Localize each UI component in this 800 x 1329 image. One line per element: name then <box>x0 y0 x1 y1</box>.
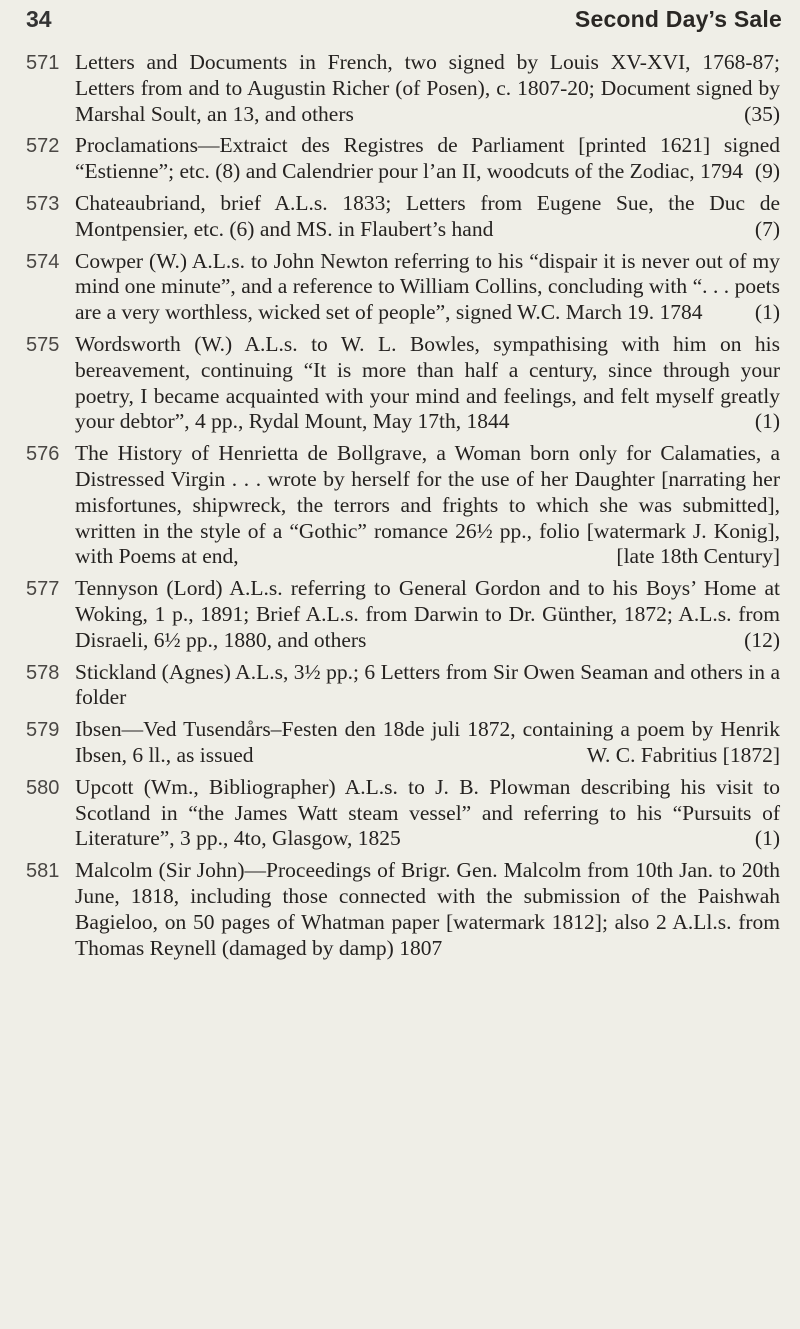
lot-text: Upcott (Wm., Bibliographer) A.L.s. to J. B. Plowman describing his visit to Scotland in “the James Watt steam vessel” and referring to his “Pursuits of Literature”, 3 pp., 4to, Glasgow, 1825 <box>75 774 780 851</box>
lot-entry <box>26 191 780 243</box>
lot-quantity: (1) <box>754 300 780 325</box>
lot-number: 576 <box>26 443 60 466</box>
lot-description <box>75 133 780 185</box>
lot-entry <box>26 441 780 570</box>
lot-quantity: (35) <box>744 101 780 126</box>
page-header <box>26 6 782 36</box>
lot-description <box>75 50 780 127</box>
lot-quantity: (7) <box>754 216 780 241</box>
sale-title: Second Day’s Sale <box>574 6 782 32</box>
lot-number: 574 <box>26 250 60 273</box>
lot-text: Proclamations—Extraict des Registres de Parliament [printed 1621] signed “Estienne”; etc. (8) and Calendrier pour l’an II, woodcuts of the Zodiac, 1794 <box>75 133 780 184</box>
lot-description <box>75 191 780 243</box>
lot-quantity: W. C. Fabritius [1872] <box>586 742 780 767</box>
lot-quantity: [late 18th Century] <box>616 544 780 569</box>
lot-number: 579 <box>26 719 60 742</box>
lot-entry <box>26 332 780 435</box>
lot-description <box>75 249 780 326</box>
lot-number: 572 <box>26 135 60 158</box>
lot-description <box>75 576 780 653</box>
lot-number: 578 <box>26 661 60 684</box>
lot-number: 581 <box>26 860 60 883</box>
lot-text: Malcolm (Sir John)—Proceedings of Brigr. Gen. Malcolm from 10th Jan. to 20th June, 1818, including those connected with the submission of the Paishwah Bagieloo, on 50 pages of Whatman paper [watermark 1812]; also 2 A.Ll.s. from Thomas Reynell (damaged by damp) 1807 <box>75 858 780 960</box>
lot-description <box>75 858 780 961</box>
lot-text: Tennyson (Lord) A.L.s. referring to General Gordon and to his Boys’ Home at Woking, 1 p., 1891; Brief A.L.s. from Darwin to Dr. Günther, 1872; A.L.s. from Disraeli, 6½ pp., 1880, and others <box>75 576 780 652</box>
lot-number: 573 <box>26 192 60 215</box>
lot-text: The History of Henrietta de Bollgrave, a Woman born only for Calamaties, a Distressed Virgin . . . wrote by herself for the use of her Daughter [narrating her misfortunes, shipwreck, the terrors and frights to which she was submitted], written in the style of a “Gothic” romance 26½ pp., folio [watermark J. Konig], with Poems at end, <box>75 441 780 569</box>
lot-description <box>75 775 780 852</box>
lot-text: Cowper (W.) A.L.s. to John Newton referring to his “dispair it is never out of my mind one minute”, and a reference to William Collins, concluding with “. . . poets are a very worthless, wicked set of people”, signed W.C. March 19. 1784 <box>75 248 780 325</box>
lot-number: 580 <box>26 776 60 799</box>
lot-quantity: (9) <box>754 159 780 184</box>
lot-description <box>75 660 780 712</box>
lot-number: 575 <box>26 333 60 356</box>
lot-entry <box>26 775 780 852</box>
lot-number: 571 <box>26 52 60 74</box>
lot-entry <box>26 249 780 326</box>
lot-text: Letters and Documents in French, two signed by Louis XV-XVI, 1768-87; Letters from and to Augustin Richer (of Posen), c. 1807-20; Document signed by Marshal Soult, an 13, and others <box>75 50 780 126</box>
page-number: 34 <box>26 6 52 32</box>
lot-entry <box>26 858 780 961</box>
lot-text: Wordsworth (W.) A.L.s. to W. L. Bowles, sympathising with him on his bereavement, continuing “It is more than half a century, since through your poetry, I became acquainted with your mind and feelings, and felt myself greatly your debtor”, 4 pp., Rydal Mount, May 17th, 1844 <box>75 331 780 434</box>
lot-entry <box>26 50 780 127</box>
lot-entry <box>26 133 780 185</box>
lot-entry <box>26 660 780 712</box>
lot-text: Ibsen—Ved Tusendårs–Festen den 18de juli 1872, containing a poem by Henrik Ibsen, 6 ll., as issued <box>75 717 780 767</box>
lot-quantity: (1) <box>754 409 780 434</box>
lot-entry <box>26 717 780 769</box>
lot-description <box>75 717 780 769</box>
lot-description <box>75 441 780 570</box>
lot-text: Chateaubriand, brief A.L.s. 1833; Letters from Eugene Sue, the Duc de Montpensier, etc. (6) and MS. in Flaubert’s hand <box>75 190 780 241</box>
lot-text: Stickland (Agnes) A.L.s, 3½ pp.; 6 Letters from Sir Owen Seaman and others in a folder <box>75 659 780 710</box>
lot-quantity: (1) <box>754 826 780 851</box>
lot-entry <box>26 576 780 653</box>
lot-description <box>75 332 780 435</box>
lot-quantity: (12) <box>744 627 780 652</box>
lot-number: 577 <box>26 578 60 601</box>
lot-list <box>26 50 780 967</box>
